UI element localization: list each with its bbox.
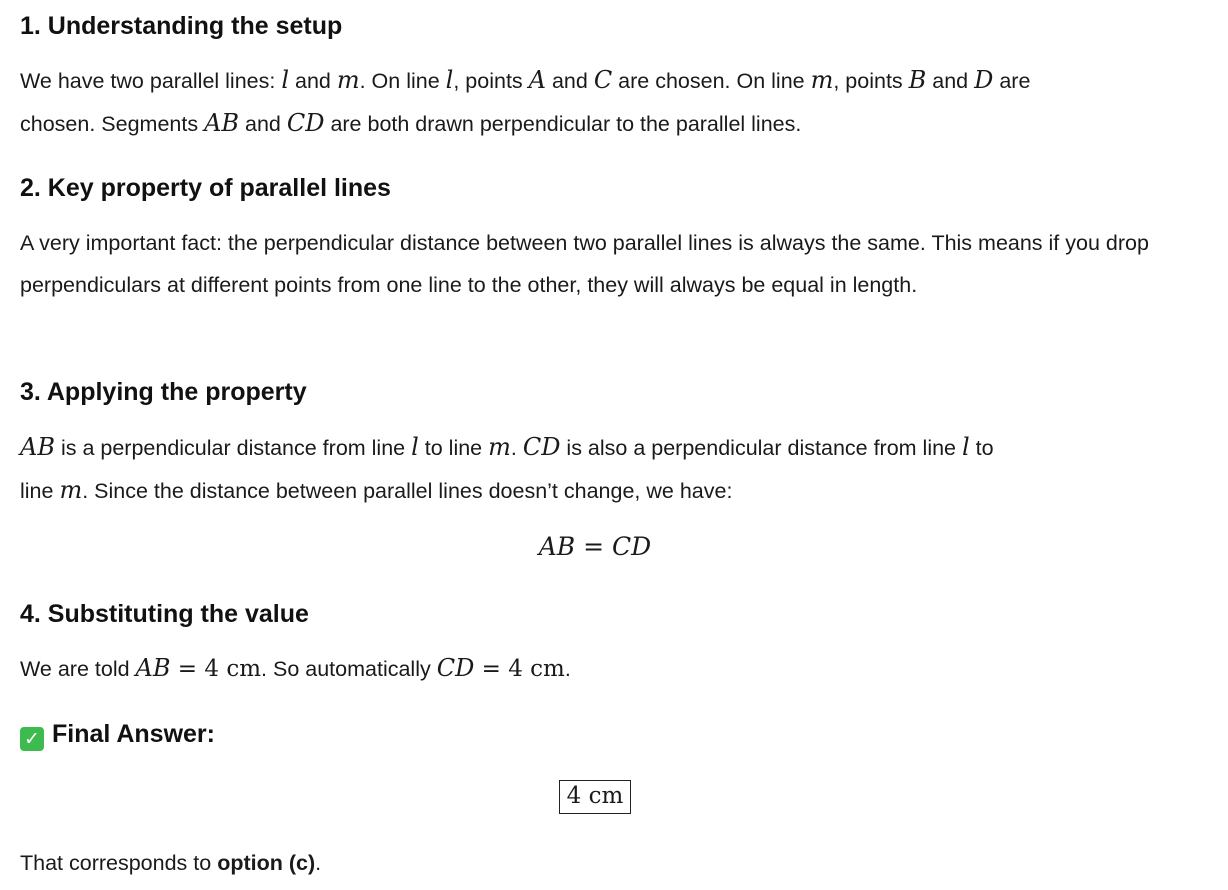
text: to [969,436,994,460]
section-1-paragraph [20,59,1210,145]
section-2-heading: 2. Key property of parallel lines [20,174,391,202]
final-answer-label: Final Answer: [52,720,215,748]
math: l [411,433,419,461]
text: . Since the distance between parallel lines doesn’t change, we have: [82,479,733,503]
final-answer-heading [20,720,215,751]
text: and [289,69,337,93]
math: l [962,433,970,461]
check-mark-icon: ✓ [20,727,44,751]
text: . On line [359,69,446,93]
math: CD [286,109,325,137]
math: l [445,66,454,94]
math: D [974,66,994,94]
math: B [908,66,927,94]
math: m [59,476,83,504]
math: CD [522,433,561,461]
option-label: option (c) [217,851,316,875]
math: m [336,66,360,94]
conclusion-paragraph [20,842,1210,884]
math-value: 4 cm [508,656,565,682]
section-3-paragraph [20,426,1210,512]
math: CD [436,654,475,682]
section-1-heading: 1. Understanding the setup [20,12,343,40]
text: We are told [20,657,136,681]
math: A [528,66,546,94]
equation-operator: = [583,532,605,561]
text: That corresponds to [20,851,218,875]
text: chosen. Segments [20,112,205,136]
text: are both drawn perpendicular to the parallel lines. [324,112,802,136]
math: AB [20,433,55,461]
math-operator: = [170,656,205,682]
text: is also a perpendicular distance from line [560,436,962,460]
boxed-answer-wrapper [20,780,1170,814]
math-operator: = [474,656,509,682]
boxed-answer: 4 cm [559,780,632,814]
text: . [564,657,571,681]
math: C [593,66,613,94]
math-value: 4 cm [204,656,262,682]
section-4-heading: 4. Substituting the value [20,600,309,628]
math: m [488,433,511,461]
equation-rhs: CD [612,532,652,561]
text: are chosen. On line [612,69,811,93]
math: AB [135,654,171,682]
text: line [20,479,60,503]
equation-lhs: AB [538,532,576,561]
math: m [810,66,834,94]
text: , points [833,69,909,93]
text: , points [453,69,529,93]
section-2-paragraph: A very important fact: the perpendicular distance between two parallel lines is always the same. This means if you drop perpendiculars at different points from one line to the other, they will always be equal in length. [20,231,1149,297]
text: . [315,851,322,875]
math: AB [204,109,240,137]
text: and [239,112,287,136]
text: . So automatically [261,657,437,681]
text: and [545,69,594,93]
text: and [926,69,975,93]
text: is a perpendicular distance from line [54,436,412,460]
text: to line [418,436,489,460]
equation-ab-equals-cd [20,532,1170,561]
section-3-heading: 3. Applying the property [20,378,307,406]
section-4-paragraph [20,647,1210,690]
text: We have two parallel lines: [20,69,282,93]
math: l [281,66,290,94]
text: are [993,69,1031,93]
text: . [510,436,523,460]
